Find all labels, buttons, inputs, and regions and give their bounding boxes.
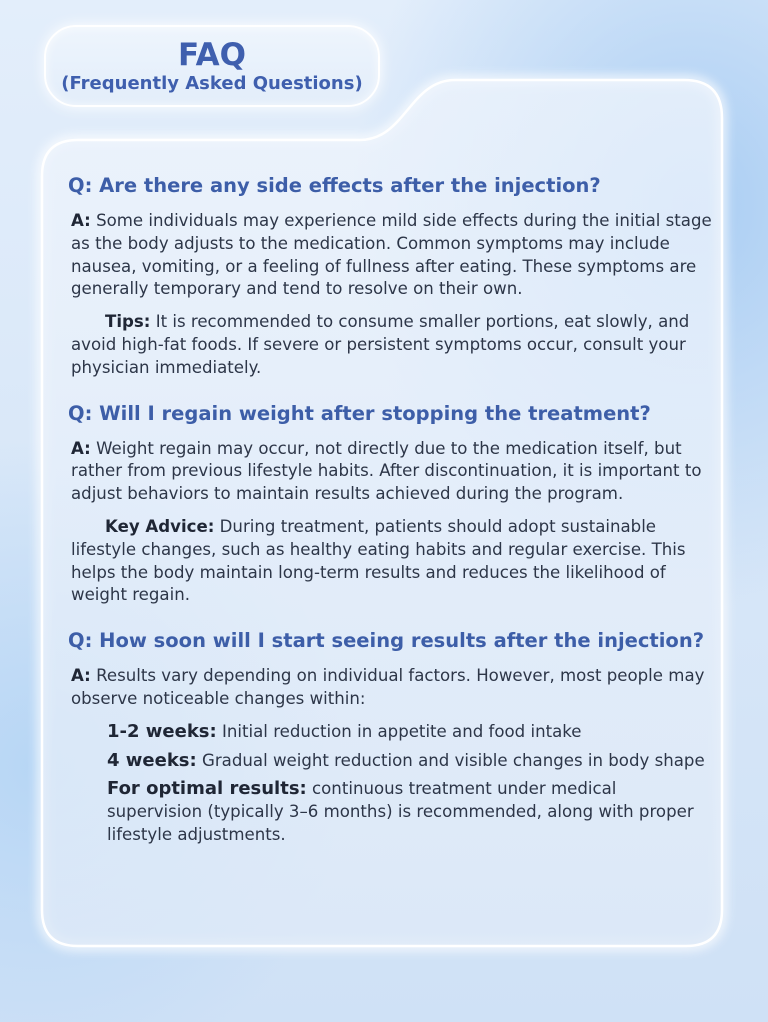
faq-question: Q: Are there any side effects after the injection? [68,174,601,197]
faq-answer [71,665,713,711]
faq-question: Q: How soon will I start seeing results after the injection? [68,629,705,653]
answer-label: A: [71,438,91,458]
list-item [107,778,713,846]
page-title: FAQ [178,37,246,73]
answer-label: A: [71,211,91,230]
list-item [107,721,713,744]
faq-tips [71,311,713,379]
timeline-label: 4 weeks: [107,749,197,771]
answer-text: Some individuals may experience mild side effects during the initial stage as the body adjusts to the medication. Common symptoms may include nausea, vomiting, or a feeling of fullness after eating. These symptoms are generally temporary and tend to resolve on their own. [71,211,712,299]
answer-text: Weight regain may occur, not directly due to the medication itself, but rather from previous lifestyle habits. After discontinuation, it is important to adjust behaviors to maintain results achieved during the program. [71,438,702,504]
timeline-text: continuous treatment under medical supervision (typically 3–6 months) is recommended, along with proper lifestyle adjustments. [107,779,694,844]
faq-list [68,172,713,853]
key-advice-label: Key Advice: [105,516,215,536]
page-subtitle: (Frequently Asked Questions) [61,73,363,94]
faq-title-badge [44,25,380,107]
faq-answer [71,438,713,506]
faq-item-side-effects [68,172,713,380]
key-advice-text: During treatment, patients should adopt sustainable lifestyle changes, such as healthy eating habits and regular exercise. This helps the body maintain long-term results and reduces the likelihood of weight regain. [71,516,686,605]
faq-item-results-timeline [68,627,713,847]
faq-answer [71,210,713,301]
faq-item-weight-regain [68,400,713,608]
timeline-text: Gradual weight reduction and visible changes in body shape [202,750,705,770]
timeline-label: For optimal results: [107,778,307,800]
tips-label: Tips: [105,312,151,332]
list-item [107,750,713,773]
faq-key-advice [71,516,713,607]
timeline-text: Initial reduction in appetite and food intake [222,721,582,741]
answer-text: Results vary depending on individual factors. However, most people may observe noticeable changes within: [71,666,705,708]
answer-label: A: [71,666,91,686]
timeline-label: 1-2 weeks: [107,720,217,742]
tips-text: It is recommended to consume smaller portions, eat slowly, and avoid high-fat foods. If severe or persistent symptoms occur, consult your physician immediately. [71,312,690,377]
faq-question: Q: Will I regain weight after stopping the treatment? [68,401,651,425]
